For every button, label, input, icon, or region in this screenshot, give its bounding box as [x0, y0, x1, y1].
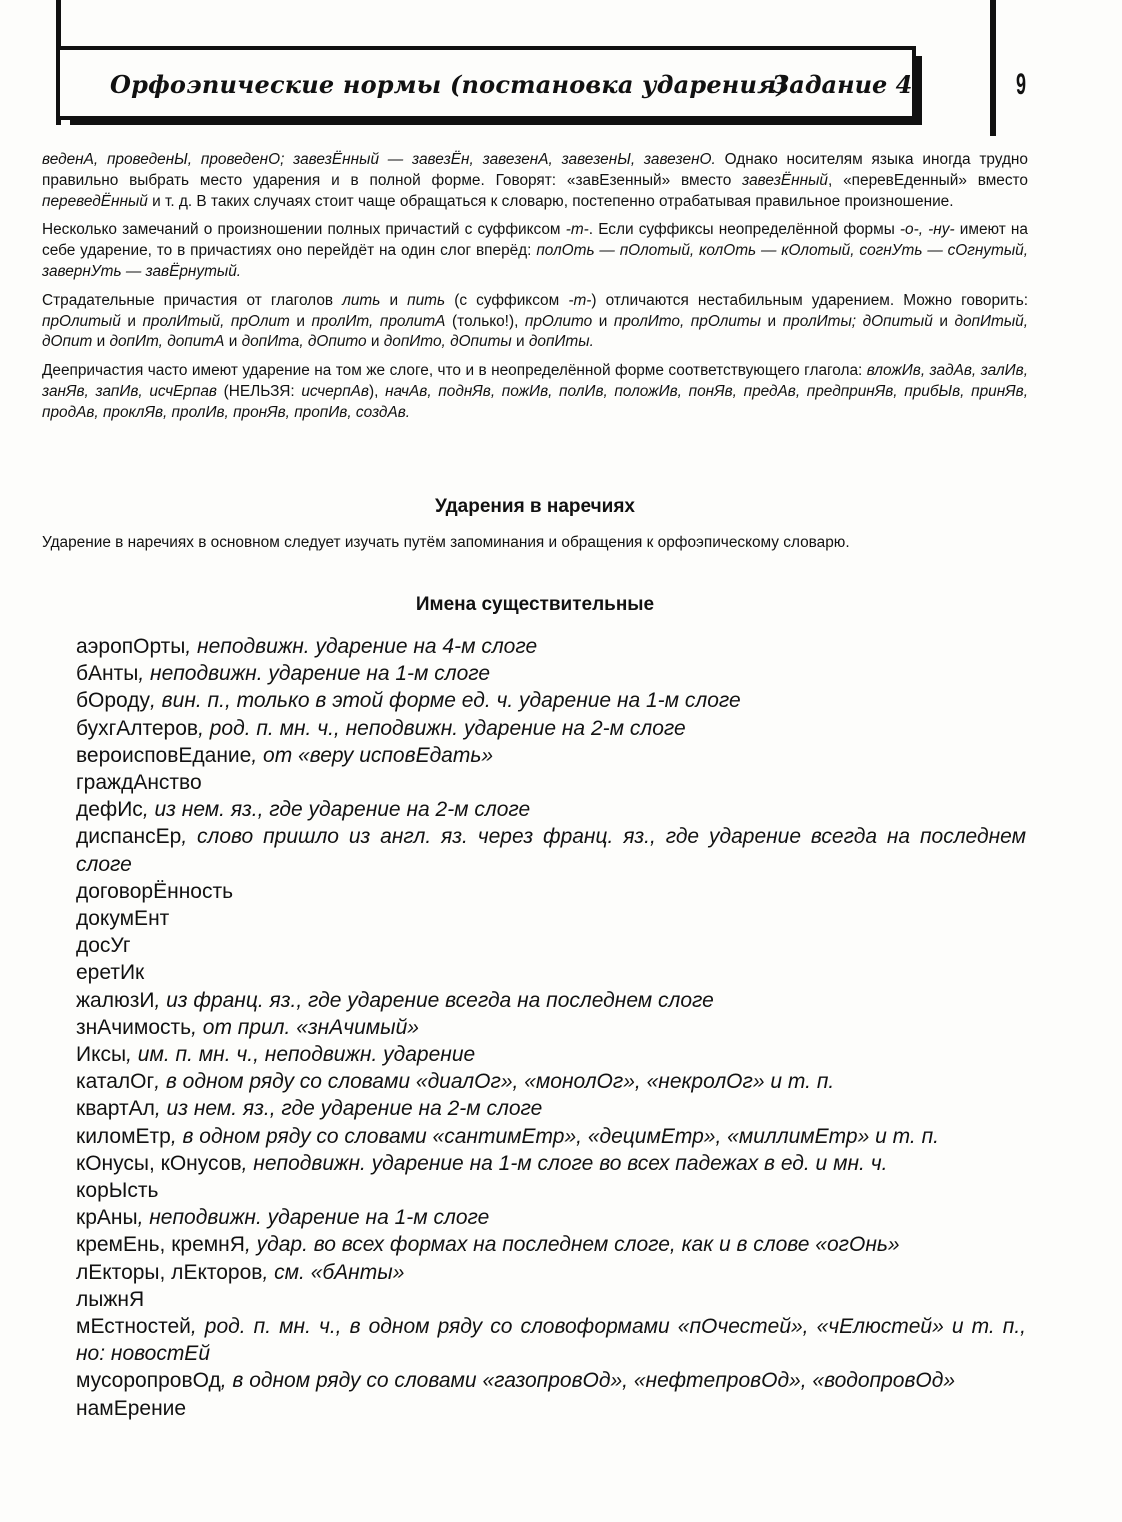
text-segment: ), [368, 382, 386, 400]
text-segment: и [366, 333, 384, 351]
italic-segment: пролИтый, прОлит [142, 312, 290, 330]
text-segment: (НЕЛЬЗЯ: [216, 382, 302, 400]
entry-note: , неподвижн. ударение на 1-м слоге во всех падежах в ед. и мн. ч. [241, 1151, 888, 1175]
noun-entry [76, 1313, 1026, 1367]
entry-note: , в одном ряду со словами «сантимЕтр», «децимЕтр», «миллимЕтр» и т. п. [170, 1124, 939, 1148]
entry-word: жалюзИ [76, 988, 155, 1012]
entry-word: мусоропровОд [76, 1369, 221, 1393]
entry-note: , род. п. мн. ч., в одном ряду со словоформами «пОчестей», «чЕлюстей» и т. п., но: новостЕй [76, 1315, 1026, 1366]
italic-segment: исчерпАв [301, 382, 369, 400]
text-segment: Деепричастия часто имеют ударение на том же слоге, что и в неопределённой форме соответствующего глагола: [42, 362, 867, 380]
text-segment: имеют на себе ударение, то в причастиях оно перейдёт на один слог вперёд: [42, 221, 1028, 260]
entry-word: кОнусы, кОнусов [76, 1151, 242, 1175]
text-segment: (с суффиксом [445, 291, 569, 309]
noun-entry [76, 987, 1026, 1014]
italic-segment: -т- [565, 221, 589, 239]
entry-word: бухгАлтеров [76, 716, 199, 740]
margin-rule [990, 0, 996, 136]
entry-word: докумЕнт [76, 907, 170, 931]
noun-entry [76, 905, 1026, 932]
entry-note: , неподвижн. ударение на 1-м слоге [138, 662, 491, 686]
noun-entry [76, 715, 1026, 742]
entry-note: , род. п. мн. ч., неподвижн. ударение на 2-м слоге [198, 716, 686, 740]
section-heading-nouns: Имена существительные [415, 594, 655, 615]
italic-segment: пить [407, 291, 446, 309]
entry-word: мЕстностей [76, 1315, 191, 1339]
entry-word: бОроду [76, 689, 151, 713]
entry-word: лыжнЯ [76, 1287, 145, 1311]
paragraph [42, 291, 1028, 353]
text-segment: и [592, 312, 614, 330]
italic-segment: допИт, допитА [109, 333, 225, 351]
entry-word: кремЕнь, кремнЯ [76, 1233, 245, 1257]
noun-entry [76, 769, 1026, 796]
noun-entry [76, 796, 1026, 823]
entry-note: , от «веру исповЕдать» [251, 743, 494, 767]
entry-word: лЕкторы, лЕкторов [76, 1260, 263, 1284]
entry-note: , в одном ряду со словами «диалОг», «монолОг», «некролОг» и т. п. [154, 1070, 835, 1094]
entry-note: , из франц. яз., где ударение всегда на последнем слоге [154, 988, 714, 1012]
paragraph [42, 150, 1028, 212]
text-segment: и [289, 312, 312, 330]
noun-entry [76, 1150, 1026, 1177]
entry-word: знАчимость [76, 1015, 192, 1039]
entry-note: , от прил. «знАчимый» [191, 1015, 419, 1039]
italic-segment: допИто, дОпиты [383, 333, 512, 351]
italic-segment: пролИты; дОпитый [782, 312, 933, 330]
italic-segment: переведЁнный [42, 192, 148, 210]
entry-word: крАны [76, 1206, 138, 1230]
entry-note: , неподвижн. ударение на 4-м слоге [185, 635, 538, 658]
noun-entry [76, 633, 1026, 660]
header-frame-shadow [70, 120, 922, 125]
text-segment: . Если суффиксы неопределённой формы [588, 221, 900, 239]
noun-entry [76, 1367, 1026, 1394]
italic-segment: допИта, дОпито [241, 333, 367, 351]
text-segment: (только!), [445, 312, 525, 330]
noun-entry [76, 1259, 1026, 1286]
entry-word: Иксы [76, 1043, 127, 1067]
entry-word: каталОг [76, 1070, 155, 1094]
text-segment: ) отличаются нестабильным ударением. Можно говорить: [591, 291, 1028, 309]
entry-word: аэропОрты [76, 635, 186, 658]
noun-entry [76, 823, 1026, 877]
noun-entry [76, 1068, 1026, 1095]
noun-entry-list [76, 633, 1026, 1422]
entry-word: еретИк [76, 961, 145, 985]
italic-segment: пролИто, прОлиты [613, 312, 762, 330]
italic-segment: прОлитый [42, 312, 121, 330]
entry-note: , из нем. яз., где ударение на 2-м слоге [154, 1097, 543, 1121]
italic-segment: полОть — пОлотый, колОть — кОлотый, согнУть — сОгнутый, завернУть — завЁрнутый. [42, 242, 1028, 280]
entry-note: , слово пришло из англ. яз. через франц. яз., где ударение всегда на последнем слоге [76, 825, 1026, 876]
noun-entry [76, 1286, 1026, 1313]
noun-entry [76, 1204, 1026, 1231]
entry-word: договорЁнность [76, 879, 234, 903]
text-segment: и [761, 312, 783, 330]
paragraph [42, 220, 1028, 282]
page-title: Орфоэпические нормы (постановка ударения) [110, 70, 788, 99]
text-segment: Несколько замечаний о произношении полных причастий с суффиксом [42, 221, 566, 239]
noun-entry [76, 1177, 1026, 1204]
page-number: 9 [1016, 68, 1027, 101]
noun-entry [76, 742, 1026, 769]
entry-word: диспансЕр [76, 825, 182, 849]
text-segment: и [224, 333, 242, 351]
noun-entry [76, 1123, 1026, 1150]
italic-segment: -т- [568, 291, 592, 309]
italic-segment: завезЁнный [742, 171, 828, 189]
noun-entry [76, 1395, 1026, 1422]
entry-word: бАнты [76, 662, 139, 686]
header-frame-shadow-right [916, 56, 922, 125]
entry-word: квартАл [76, 1097, 155, 1121]
noun-entry [76, 1041, 1026, 1068]
italic-segment: -о-, -ну- [899, 221, 955, 239]
task-label: Задание 4 [772, 70, 913, 99]
intro-text [42, 150, 1028, 432]
entry-note: , в одном ряду со словами «газопровОд», «нефтепровОд», «водопровОд» [220, 1369, 956, 1393]
italic-segment: лить [342, 291, 381, 309]
noun-entry [76, 959, 1026, 986]
entry-note: , из нем. яз., где ударение на 2-м слоге [142, 798, 531, 822]
entry-word: вероисповЕдание [76, 743, 252, 767]
italic-segment: веденА, проведенЫ, проведенО; завезЁнный — завезЁн, завезенА, завезенЫ, завезенО. [42, 151, 716, 168]
noun-entry [76, 1014, 1026, 1041]
noun-entry [76, 1231, 1026, 1258]
text-segment: и [380, 291, 408, 309]
entry-note: , неподвижн. ударение на 1-м слоге [137, 1206, 490, 1230]
text-segment: Однако носителям языка иногда трудно правильно выбрать место ударения и в полной форме. Говорят: «завЕзенный» вместо [42, 151, 1028, 189]
entry-word: корЫсть [76, 1179, 159, 1203]
noun-entry [76, 687, 1026, 714]
text-segment: и т. д. В таких случаях стоит чаще обращаться к словарю, постепенно отрабатывая правильное произношение. [147, 192, 954, 210]
noun-entry [76, 878, 1026, 905]
italic-segment: вложИв, задАв, залИв, занЯв, запИв, исчЕрпав [42, 362, 1028, 400]
text-segment: Страдательные причастия от глаголов [42, 291, 343, 309]
italic-segment: начАв, поднЯв, пожИв, полИв, положИв, понЯв, предАв, предпринЯв, прибЫв, принЯв, продАв, проклЯв, пролИв, пронЯв, пропИв, создАв. [42, 382, 1028, 421]
text-segment: и [511, 333, 529, 351]
entry-word: намЕрение [76, 1396, 187, 1420]
text-segment: и [120, 312, 143, 330]
italic-segment: допИтый, дОпит [42, 312, 1028, 351]
text-segment: , «перевЕденный» вместо [828, 171, 1028, 189]
text-segment: и [932, 312, 955, 330]
entry-note: , удар. во всех формах на последнем слоге, как и в слове «огОнь» [244, 1233, 900, 1257]
entry-word: киломЕтр [76, 1124, 171, 1148]
italic-segment: прОлито [524, 312, 593, 330]
italic-segment: пролИт, пролитА [311, 312, 446, 330]
italic-segment: допИты. [528, 333, 594, 351]
text-segment: и [92, 333, 110, 351]
paragraph [42, 361, 1028, 423]
entry-note: , см. «бАнты» [262, 1260, 405, 1284]
entry-word: досУг [76, 934, 131, 958]
section-heading-adverbs: Ударения в наречиях [434, 496, 635, 517]
noun-entry [76, 1095, 1026, 1122]
adverbs-paragraph: Ударение в наречиях в основном следует изучать путём запоминания и обращения к орфоэпическому словарю. [42, 534, 850, 551]
noun-entry [76, 660, 1026, 687]
entry-word: дефИс [76, 798, 143, 822]
entry-note: , им. п. мн. ч., неподвижн. ударение [126, 1043, 476, 1067]
noun-entry [76, 932, 1026, 959]
entry-word: граждАнство [76, 771, 202, 795]
entry-note: , вин. п., только в этой форме ед. ч. ударение на 1-м слоге [150, 689, 741, 713]
